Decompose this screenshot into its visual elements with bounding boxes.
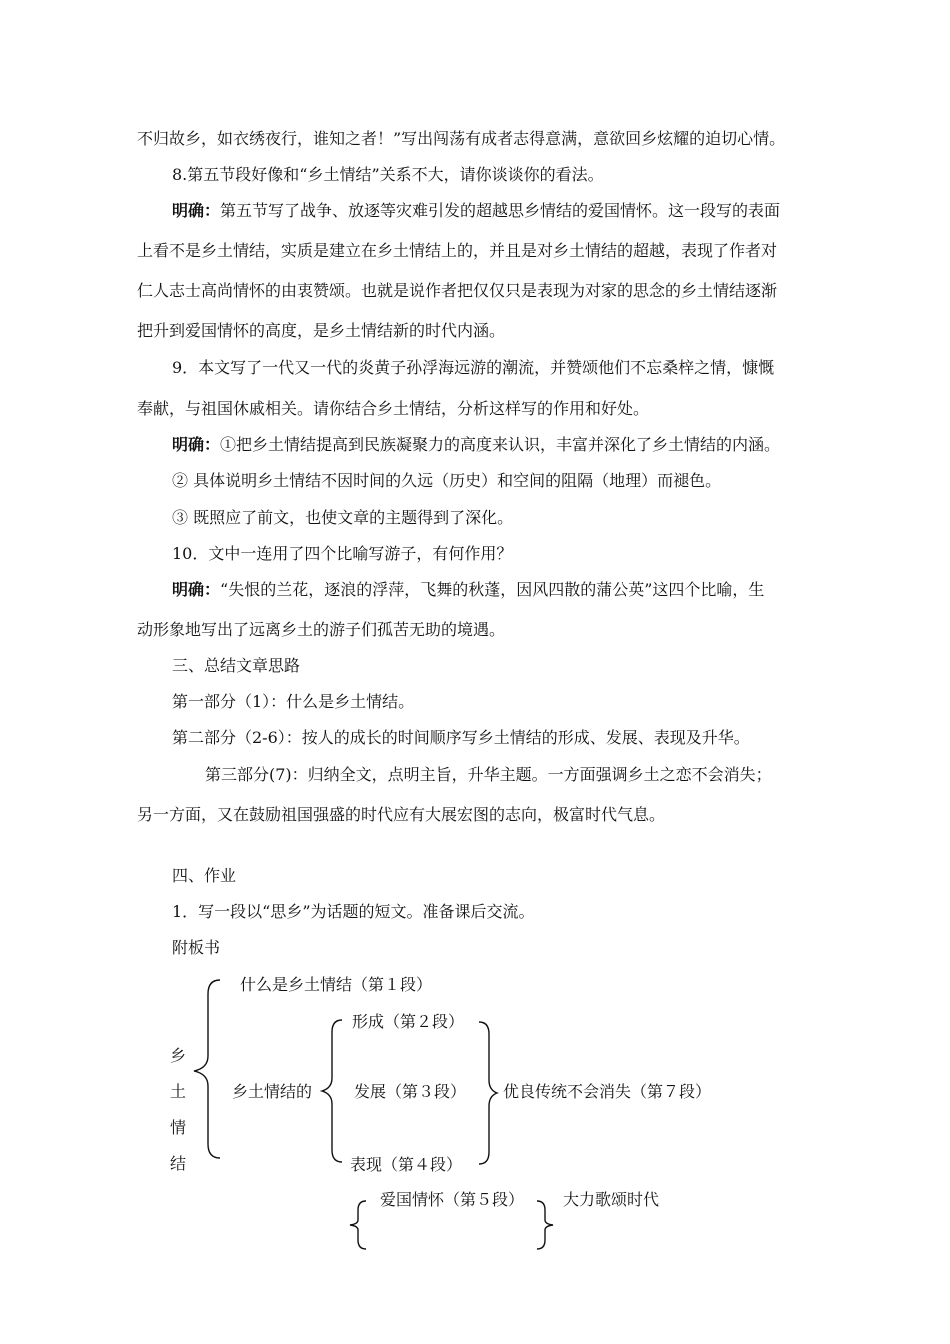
root-char: 土 [170,1082,187,1101]
question-10: 10．文中一连用了四个比喻写游子，有何作用？ [172,544,513,563]
part-3-line-2: 另一方面，又在鼓励祖国强盛的时代应有大展宏图的志向，极富时代气息。 [137,805,666,824]
board-expression: 表现（第４段） [350,1155,463,1174]
answer-8-line-3: 仁人志士高尚情怀的由衷赞颂。也就是说作者把仅仅只是表现为对家的思念的乡土情结逐渐 [137,281,778,300]
board-mid-label: 乡土情结的 [232,1082,313,1101]
answer-text: 第五节写了战争、放逐等灾难引发的超越思乡情结的爱国情怀。这一段写的表面 [220,201,781,220]
answer-10-line-2: 动形象地写出了远离乡土的游子们孤苦无助的境遇。 [137,620,506,639]
answer-9-line-2: ② 具体说明乡土情结不因时间的久远（历史）和空间的阻隔（地理）而褪色。 [172,471,722,490]
answer-8-line-1 [172,200,780,222]
answer-label: 明确： [172,201,221,220]
answer-9-line-1 [172,434,780,456]
board-era: 大力歌颂时代 [563,1190,660,1209]
right-brace-small [533,1198,557,1252]
part-2: 第二部分（2-6）：按人的成长的时间顺序写乡土情结的形成、发展、表现及升华。 [172,728,750,747]
left-brace-sub [318,1016,348,1166]
root-char: 情 [170,1118,187,1137]
section-3-heading: 三、总结文章思路 [172,656,301,675]
answer-8-line-4: 把升到爱国情怀的高度，是乡土情结新的时代内涵。 [137,321,506,340]
board-development: 发展（第３段） [354,1082,467,1101]
answer-text: ①把乡土情结提高到民族凝聚力的高度来认识，丰富并深化了乡土情结的内涵。 [220,435,781,454]
board-what-is: 什么是乡土情结（第１段） [240,975,433,994]
answer-label: 明确： [172,435,221,454]
question-9-line-1: 9．本文写了一代又一代的炎黄子孙浮海远游的潮流，并赞颂他们不忘桑梓之情，慷慨 [172,358,775,377]
answer-label: 明确： [172,580,221,599]
part-1: 第一部分（1）：什么是乡土情结。 [172,692,415,711]
root-char: 结 [170,1154,187,1173]
answer-10-line-1 [172,579,764,601]
right-brace-sub [475,1018,501,1168]
question-8: 8.第五节段好像和“乡土情结”关系不大，请你谈谈你的看法。 [172,165,604,184]
homework-1: 1．写一段以“思乡”为话题的短文。准备课后交流。 [172,902,535,921]
answer-text: “失恨的兰花，逐浪的浮萍，飞舞的秋蓬，因风四散的蒲公英”这四个比喻，生 [220,580,765,599]
board-patriotism: 爱国情怀（第５段） [380,1190,525,1209]
left-brace-small [346,1198,370,1252]
board-title: 附板书 [172,938,221,957]
section-4-heading: 四、作业 [172,866,237,885]
root-char: 乡 [170,1046,187,1065]
paragraph-line: 不归故乡，如衣绣夜行，谁知之者！”写出闯荡有成者志得意满，意欲回乡炫耀的迫切心情。 [137,129,786,148]
left-brace-main [188,976,228,1166]
answer-9-line-3: ③ 既照应了前文，也使文章的主题得到了深化。 [172,508,514,527]
part-3-line-1: 第三部分(7)：归纳全文，点明主旨，升华主题。一方面强调乡土之恋不会消失； [205,765,772,784]
board-tradition: 优良传统不会消失（第７段） [503,1082,712,1101]
answer-8-line-2: 上看不是乡土情结，实质是建立在乡土情结上的，并且是对乡土情结的超越，表现了作者对 [137,241,778,260]
board-formation: 形成（第２段） [352,1012,465,1031]
question-9-line-2: 奉献，与祖国休戚相关。请你结合乡土情结，分析这样写的作用和好处。 [137,399,650,418]
